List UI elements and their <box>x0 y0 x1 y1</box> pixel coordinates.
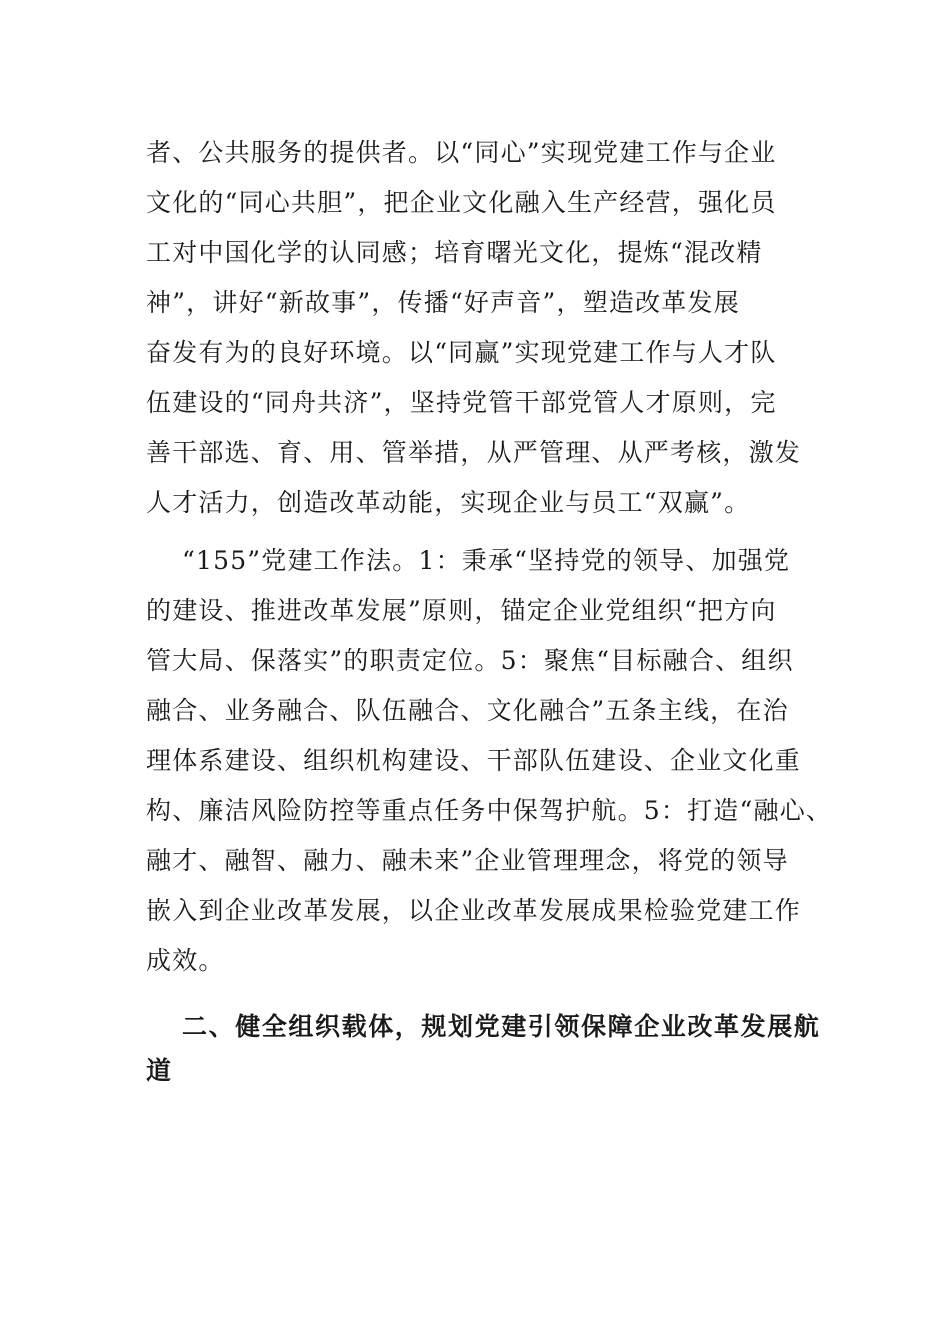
paragraph-2-line-3: 管大局、保落实”的职责定位。5：聚焦“目标融合、组织 <box>146 646 794 675</box>
paragraph-1-line-8: 人才活力，创造改革动能，实现企业与员工“双赢”。 <box>146 488 751 517</box>
section-heading-line-2: 道 <box>146 1056 173 1085</box>
paragraph-2-line-9: 成效。 <box>146 946 225 975</box>
paragraph-1-line-1: 者、公共服务的提供者。以“同心”实现党建工作与企业 <box>146 138 777 167</box>
paragraph-1-line-5: 奋发有为的良好环境。以“同赢”实现党建工作与人才队 <box>146 338 777 367</box>
paragraph-2-line-5: 理体系建设、组织机构建设、干部队伍建设、企业文化重 <box>146 746 802 775</box>
paragraph-2-line-6: 构、廉洁风险防控等重点任务中保驾护航。5：打造“融心、 <box>146 796 833 825</box>
paragraph-2-line-1: “155”党建工作法。1：秉承“坚持党的领导、加强党 <box>182 546 791 575</box>
section-heading-line-1: 二、健全组织载体，规划党建引领保障企业改革发展航 <box>182 1012 821 1041</box>
paragraph-1-line-3: 工对中国化学的认同感；培育曙光文化，提炼“混改精 <box>146 238 763 267</box>
paragraph-1-line-4: 神”，讲好“新故事”，传播“好声音”，塑造改革发展 <box>146 288 740 317</box>
paragraph-1-line-6: 伍建设的“同舟共济”，坚持党管干部党管人才原则，完 <box>146 388 777 417</box>
paragraph-2-line-2: 的建设、推进改革发展”原则，锚定企业党组织“把方向 <box>146 596 777 625</box>
paragraph-1-line-2: 文化的“同心共胆”，把企业文化融入生产经营，强化员 <box>146 188 777 217</box>
paragraph-2-line-4: 融合、业务融合、队伍融合、文化融合”五条主线，在治 <box>146 696 789 725</box>
paragraph-2-line-7: 融才、融智、融力、融未来”企业管理理念，将党的领导 <box>146 846 789 875</box>
paragraph-2-line-8: 嵌入到企业改革发展，以企业改革发展成果检验党建工作 <box>146 896 802 925</box>
paragraph-1-line-7: 善干部选、育、用、管举措，从严管理、从严考核，激发 <box>146 438 802 467</box>
